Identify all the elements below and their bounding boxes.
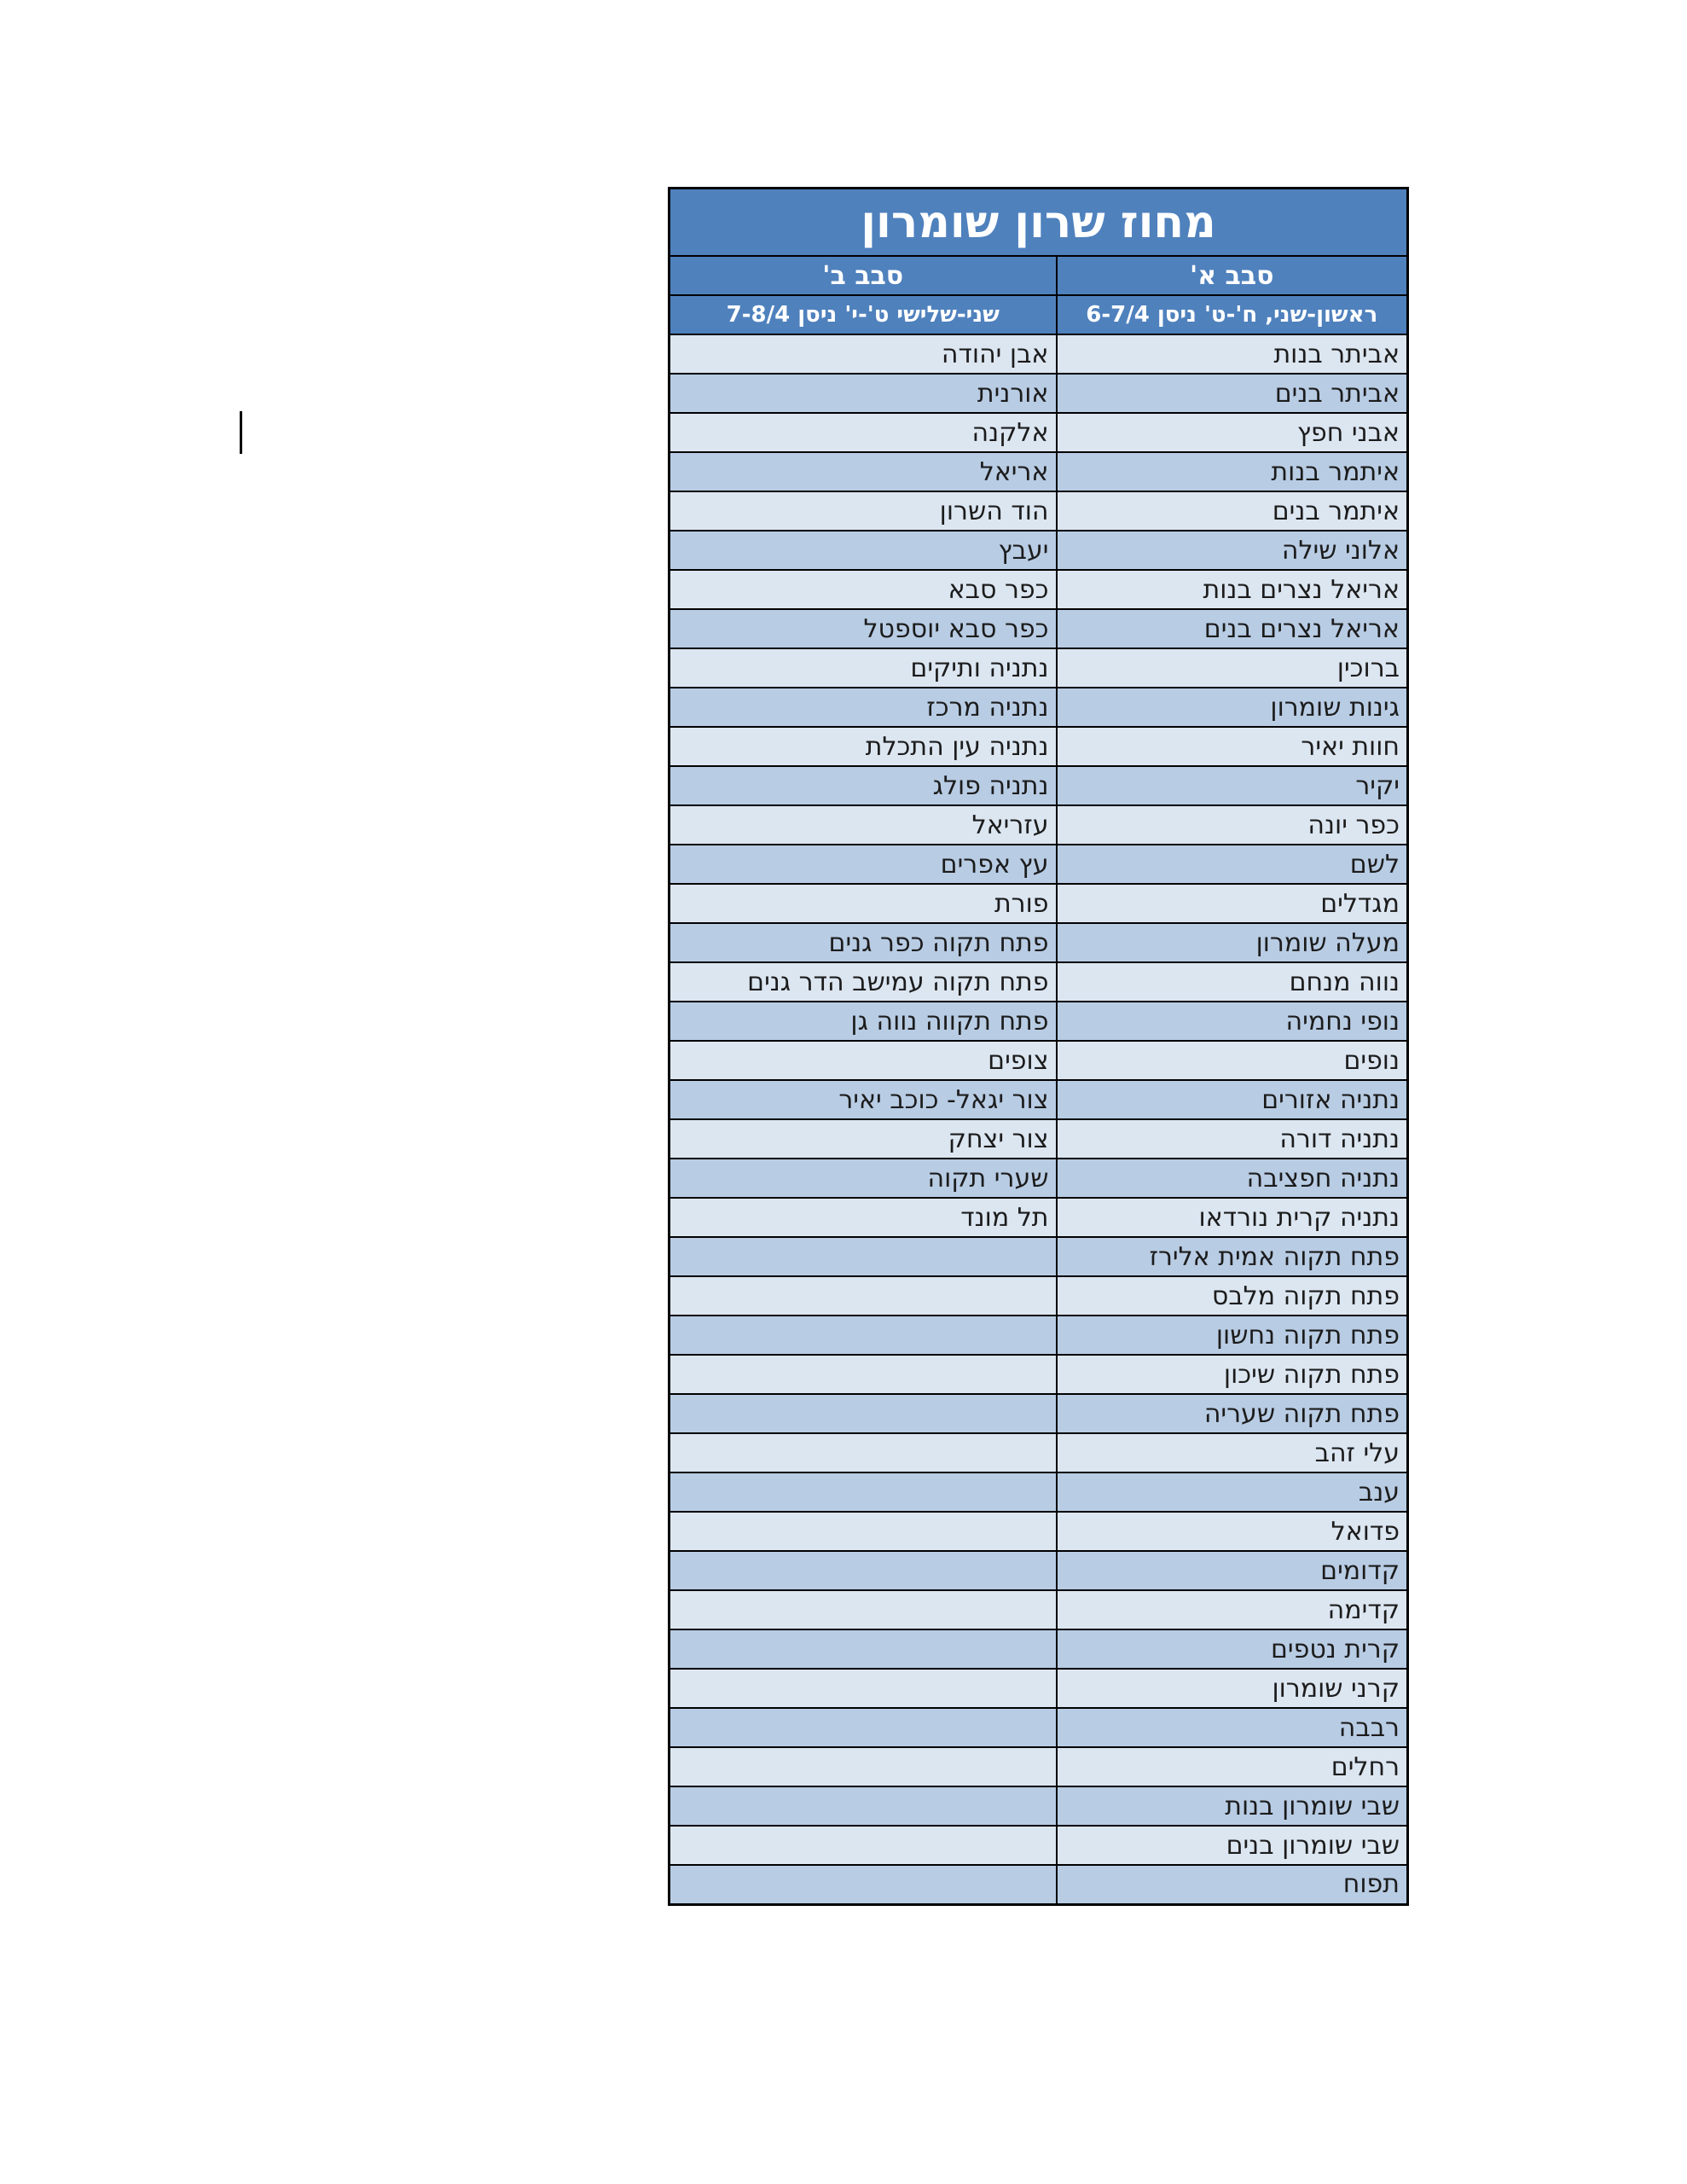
cell-round-a: כפר יונה [1057, 805, 1408, 845]
table-row [670, 1198, 1408, 1237]
table-row [670, 1826, 1408, 1865]
cell-round-a: אריאל נצרים בנות [1057, 570, 1408, 609]
cell-round-b: פתח תקוה עמישב הדר גנים [670, 962, 1057, 1002]
cell-round-a: קדימה [1057, 1590, 1408, 1629]
table-row [670, 884, 1408, 923]
cell-round-b [670, 1590, 1057, 1629]
cell-round-b [670, 1237, 1057, 1276]
cell-round-a: מעלה שומרון [1057, 923, 1408, 962]
table-row [670, 570, 1408, 609]
cell-round-b: אלקנה [670, 413, 1057, 452]
table-row [670, 334, 1408, 374]
cell-round-a: פתח תקוה מלבס [1057, 1276, 1408, 1316]
cell-round-b [670, 1394, 1057, 1433]
table-row [670, 688, 1408, 727]
cell-round-a: אריאל נצרים בנים [1057, 609, 1408, 648]
table-row [670, 805, 1408, 845]
cell-round-a: נתניה קרית נורדאו [1057, 1198, 1408, 1237]
cell-round-b [670, 1747, 1057, 1786]
table-row [670, 1394, 1408, 1433]
cell-round-b: נתניה מרכז [670, 688, 1057, 727]
cell-round-a: נופי נחמיה [1057, 1002, 1408, 1041]
table-row [670, 452, 1408, 491]
cell-round-b [670, 1669, 1057, 1708]
table-row [670, 1237, 1408, 1276]
cell-round-b: תל מונד [670, 1198, 1057, 1237]
table-row [670, 648, 1408, 688]
cell-round-a: איתמר בנים [1057, 491, 1408, 531]
cell-round-a: אביתר בנות [1057, 334, 1408, 374]
stray-cursor-mark [240, 411, 242, 454]
table-row [670, 1708, 1408, 1747]
cell-round-b: צור יגאל- כוכב יאיר [670, 1080, 1057, 1119]
cell-round-a: רחלים [1057, 1747, 1408, 1786]
table-row [670, 1080, 1408, 1119]
cell-round-a: גינות שומרון [1057, 688, 1408, 727]
cell-round-b: אבן יהודה [670, 334, 1057, 374]
cell-round-b [670, 1512, 1057, 1551]
table-title: מחוז שרון שומרון [670, 189, 1408, 257]
cell-round-b: פתח תקוה כפר גנים [670, 923, 1057, 962]
table-row [670, 923, 1408, 962]
cell-round-b: נתניה עין התכלת [670, 727, 1057, 766]
cell-round-a: יקיר [1057, 766, 1408, 805]
table-row [670, 1590, 1408, 1629]
table-body [670, 334, 1408, 1904]
cell-round-b: שערי תקוה [670, 1159, 1057, 1198]
cell-round-b: אורנית [670, 374, 1057, 413]
cell-round-b: נתניה פולג [670, 766, 1057, 805]
table-row [670, 1472, 1408, 1512]
cell-round-a: איתמר בנות [1057, 452, 1408, 491]
cell-round-b: אריאל [670, 452, 1057, 491]
cell-round-a: פדואל [1057, 1512, 1408, 1551]
cell-round-a: רבבה [1057, 1708, 1408, 1747]
cell-round-b [670, 1708, 1057, 1747]
cell-round-b [670, 1355, 1057, 1394]
table-row [670, 1669, 1408, 1708]
cell-round-a: נתניה אזורים [1057, 1080, 1408, 1119]
table-row [670, 491, 1408, 531]
cell-round-b [670, 1826, 1057, 1865]
cell-round-b: כפר סבא [670, 570, 1057, 609]
cell-round-b [670, 1276, 1057, 1316]
table-row [670, 374, 1408, 413]
cell-round-b: כפר סבא יוספטל [670, 609, 1057, 648]
table-row [670, 413, 1408, 452]
cell-round-a: נתניה דורה [1057, 1119, 1408, 1159]
cell-round-a: אבני חפץ [1057, 413, 1408, 452]
cell-round-b: פתח תקווה נווה גן [670, 1002, 1057, 1041]
table-row [670, 727, 1408, 766]
cell-round-a: תפוח [1057, 1865, 1408, 1904]
table-title-row [670, 189, 1408, 257]
cell-round-a: שבי שומרון בנות [1057, 1786, 1408, 1826]
table-row [670, 609, 1408, 648]
cell-round-a: פתח תקוה שיכון [1057, 1355, 1408, 1394]
table-row [670, 531, 1408, 570]
cell-round-a: נופים [1057, 1041, 1408, 1080]
table-row [670, 1355, 1408, 1394]
cell-round-b [670, 1316, 1057, 1355]
cell-round-b: עץ אפרים [670, 845, 1057, 884]
table-row [670, 1316, 1408, 1355]
table-row [670, 1865, 1408, 1904]
cell-round-b [670, 1472, 1057, 1512]
cell-round-b: יעבץ [670, 531, 1057, 570]
cell-round-a: עלי זהב [1057, 1433, 1408, 1472]
cell-round-b [670, 1786, 1057, 1826]
table-row [670, 1119, 1408, 1159]
cell-round-b: צור יצחק [670, 1119, 1057, 1159]
table-row [670, 845, 1408, 884]
cell-round-a: פתח תקוה נחשון [1057, 1316, 1408, 1355]
cell-round-b: הוד השרון [670, 491, 1057, 531]
cell-round-b [670, 1629, 1057, 1669]
cell-round-b: עזריאל [670, 805, 1057, 845]
cell-round-a: אלוני שילה [1057, 531, 1408, 570]
table-row [670, 766, 1408, 805]
round-a-date: ראשון-שני, ח'-ט' ניסן 6-7/4 [1057, 295, 1408, 334]
cell-round-a: שבי שומרון בנים [1057, 1826, 1408, 1865]
date-header-row [670, 295, 1408, 334]
cell-round-b [670, 1551, 1057, 1590]
table-row [670, 1041, 1408, 1080]
table-row [670, 1276, 1408, 1316]
cell-round-a: נווה מנחם [1057, 962, 1408, 1002]
cell-round-b: פורת [670, 884, 1057, 923]
table-row [670, 1747, 1408, 1786]
table-row [670, 1786, 1408, 1826]
cell-round-a: פתח תקוה אמית אלירז [1057, 1237, 1408, 1276]
round-b-header: סבב ב' [670, 256, 1057, 295]
table-row [670, 1512, 1408, 1551]
cell-round-a: ברוכין [1057, 648, 1408, 688]
table-row [670, 1159, 1408, 1198]
cell-round-a: מגדלים [1057, 884, 1408, 923]
cell-round-a: לשם [1057, 845, 1408, 884]
round-b-date: שני-שלישי ט'-י' ניסן 7-8/4 [670, 295, 1057, 334]
table-row [670, 1629, 1408, 1669]
cell-round-a: קרית נטפים [1057, 1629, 1408, 1669]
round-a-header: סבב א' [1057, 256, 1408, 295]
district-schedule-table [668, 187, 1409, 1906]
cell-round-b [670, 1865, 1057, 1904]
cell-round-a: קרני שומרון [1057, 1669, 1408, 1708]
cell-round-a: פתח תקוה שעריה [1057, 1394, 1408, 1433]
cell-round-a: קדומים [1057, 1551, 1408, 1590]
cell-round-a: ענב [1057, 1472, 1408, 1512]
cell-round-b [670, 1433, 1057, 1472]
cell-round-b: צופים [670, 1041, 1057, 1080]
table-row [670, 1002, 1408, 1041]
cell-round-a: חוות יאיר [1057, 727, 1408, 766]
table-row [670, 1433, 1408, 1472]
table-row [670, 1551, 1408, 1590]
cell-round-b: נתניה ותיקים [670, 648, 1057, 688]
cell-round-a: אביתר בנים [1057, 374, 1408, 413]
table-row [670, 962, 1408, 1002]
round-header-row [670, 256, 1408, 295]
cell-round-a: נתניה חפציבה [1057, 1159, 1408, 1198]
